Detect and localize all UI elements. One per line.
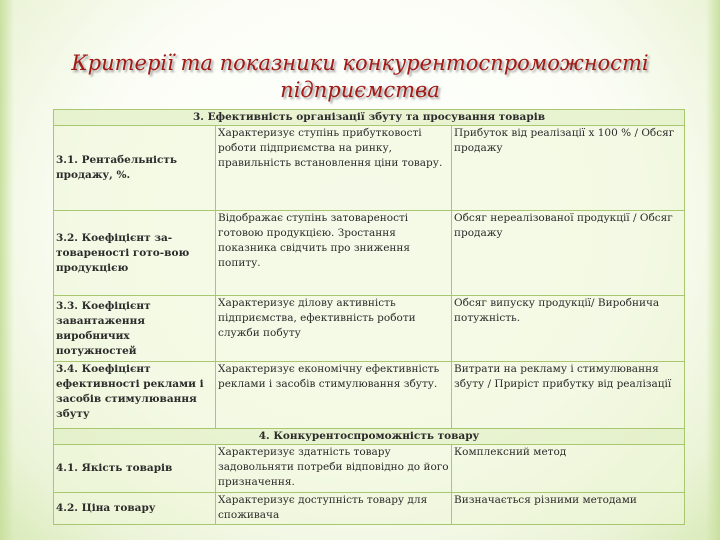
characteristic-cell: Характеризує ступінь прибутковості роботи підприємства на ринку, правильність встановлення ціни товару. xyxy=(216,126,452,211)
section-heading-row xyxy=(54,429,685,445)
table-row xyxy=(54,126,685,211)
characteristic-cell: Характеризує здатність товару задовольняти потреби відповідно до його призначення. xyxy=(216,445,452,493)
formula-cell: Комплексний метод xyxy=(452,445,685,493)
formula-cell: Визначається різними методами xyxy=(452,493,685,525)
slide-title: Критерії та показники конкурентоспроможності підприємства xyxy=(71,51,649,102)
formula-cell: Витрати на рекламу і стимулювання збуту / Приріст прибутку від реалізації xyxy=(452,362,685,429)
formula-cell: Обсяг нереалізованої продукції / Обсяг продажу xyxy=(452,211,685,296)
characteristic-cell: Характеризує ділову активність підприємства, ефективність роботи служби побуту xyxy=(216,296,452,362)
table-row xyxy=(54,493,685,525)
section-heading: 4. Конкурентоспроможність товару xyxy=(54,429,685,445)
table-row xyxy=(54,445,685,493)
table-row xyxy=(54,362,685,429)
table-row xyxy=(54,211,685,296)
right-edge-decoration xyxy=(706,0,720,540)
characteristic-cell: Характеризує доступність товару для споживача xyxy=(216,493,452,525)
section-heading-row xyxy=(54,110,685,126)
formula-cell: Прибуток від реалізації x 100 % / Обсяг продажу xyxy=(452,126,685,211)
characteristic-cell: Відображає ступінь затовареності готовою продукцією. Зростання показника свідчить про зниження попиту. xyxy=(216,211,452,296)
section-heading: 3. Ефективність організації збуту та просування товарів xyxy=(54,110,685,126)
criteria-table xyxy=(53,109,685,525)
criterion-cell: 3.2. Коефіцієнт за-товареності гото-вою продукцією xyxy=(54,211,216,296)
criterion-cell: 3.1. Рентабельність продажу, %. xyxy=(54,126,216,211)
criterion-cell: 4.1. Якість товарів xyxy=(54,445,216,493)
criterion-cell: 3.4. Коефіцієнт ефективності реклами і засобів стимулювання збуту xyxy=(54,362,216,429)
table-row xyxy=(54,296,685,362)
formula-cell: Обсяг випуску продукції/ Виробнича потужність. xyxy=(452,296,685,362)
criterion-cell: 3.3. Коефіцієнт завантаження виробничих потужностей xyxy=(54,296,216,362)
left-edge-decoration xyxy=(0,0,14,540)
criterion-cell: 4.2. Ціна товару xyxy=(54,493,216,525)
characteristic-cell: Характеризує економічну ефективність реклами і засобів стимулювання збуту. xyxy=(216,362,452,429)
